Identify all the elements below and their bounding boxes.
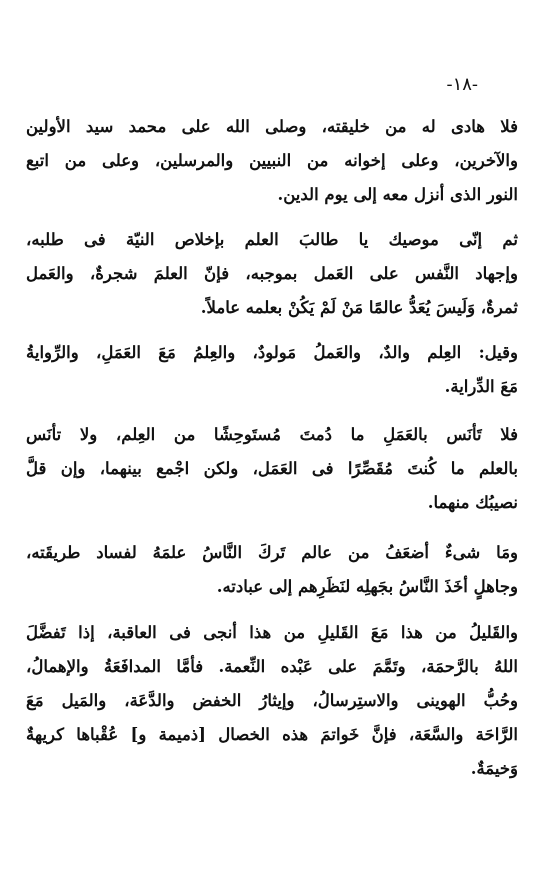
paragraph-line: ومَا شىءٌ أضعَفُ من عالم تَركَ النَّاسُ علمَهُ لفساد طريقَته، xyxy=(26,543,518,562)
paragraph-line: فلا هادى له من خليقته، وصلى الله على محمد سيد الأولين xyxy=(26,117,518,136)
paragraph-line: وقيل: العِلم والدٌ، والعَملُ مَولودٌ، والعِلمُ مَعَ العَمَلِ، والرِّوايةُ xyxy=(26,343,518,362)
paragraph-line: وحُبُّ الهوينى والاستِرسالُ، وإيثارُ الخفض والدَّعَة، والمَيل مَعَ xyxy=(26,691,518,710)
paragraph-knowledge-and-action xyxy=(26,418,518,520)
paragraph-line: اللهُ بالرَّحمَة، وتَمَّمَ على عَبْده النِّعمة. فأمَّا المدافَعَةُ والإهمالُ، xyxy=(26,657,518,676)
paragraph-saying xyxy=(26,336,518,404)
paragraph-closing-prayer xyxy=(26,110,518,212)
paragraph-line: فلا تَأنَس بالعَمَلِ ما دُمتَ مُستَوحِشًا من العِلم، ولا تأنَس xyxy=(26,425,518,444)
paragraph-line: الرَّاحَة والسَّعَة، فإنَّ خَواتمَ هذه الخصال [ذميمة و] عُقْباها كريهةٌ xyxy=(26,725,518,744)
paragraph-conclusion xyxy=(26,616,518,786)
paragraph-line: بالعلم ما كُنتَ مُقَصِّرًا فى العَمَل، ولكن اجْمع بينهما، وإن قلَّ xyxy=(26,459,518,478)
paragraph-line: والآخرين، وعلى إخوانه من النبيين والمرسلين، وعلى من اتبع xyxy=(26,151,518,170)
paragraph-weak-scholar xyxy=(26,536,518,604)
paragraph-line: وإجهاد النَّفس على العَمل بموجبه، فإنّ العلمَ شجرةٌ، والعَمل xyxy=(26,264,518,283)
paragraph-line: النور الذى أنزل معه إلى يوم الدين. xyxy=(277,185,518,204)
paragraph-line: وَخيمَةٌ. xyxy=(470,759,518,778)
paragraph-line: وجاهلٍ أخَذَ النَّاسُ بجَهلِه لنَظَرِهم إلى عبادته. xyxy=(216,577,518,596)
paragraph-line: مَعَ الدِّراية. xyxy=(444,377,518,396)
page-number: -١٨- xyxy=(446,74,478,95)
paragraph-line: ثمرةٌ، وَلَيسَ يُعَدُّ عالمًا مَنْ لَمْ يَكُنْ بعلمه عاملاً. xyxy=(200,298,518,317)
paragraph-line: ثم إنّى موصيك يا طالبَ العلم بإخلاص النيّة فى طلبه، xyxy=(26,230,518,249)
paragraph-line: نصيبُك منهما. xyxy=(427,493,518,512)
paragraph-line: والقَليلُ من هذا مَعَ القَليلِ من هذا أنجى فى العاقبة، إذا تَفضَّلَ xyxy=(26,623,518,642)
paragraph-advice-to-student xyxy=(26,223,518,325)
